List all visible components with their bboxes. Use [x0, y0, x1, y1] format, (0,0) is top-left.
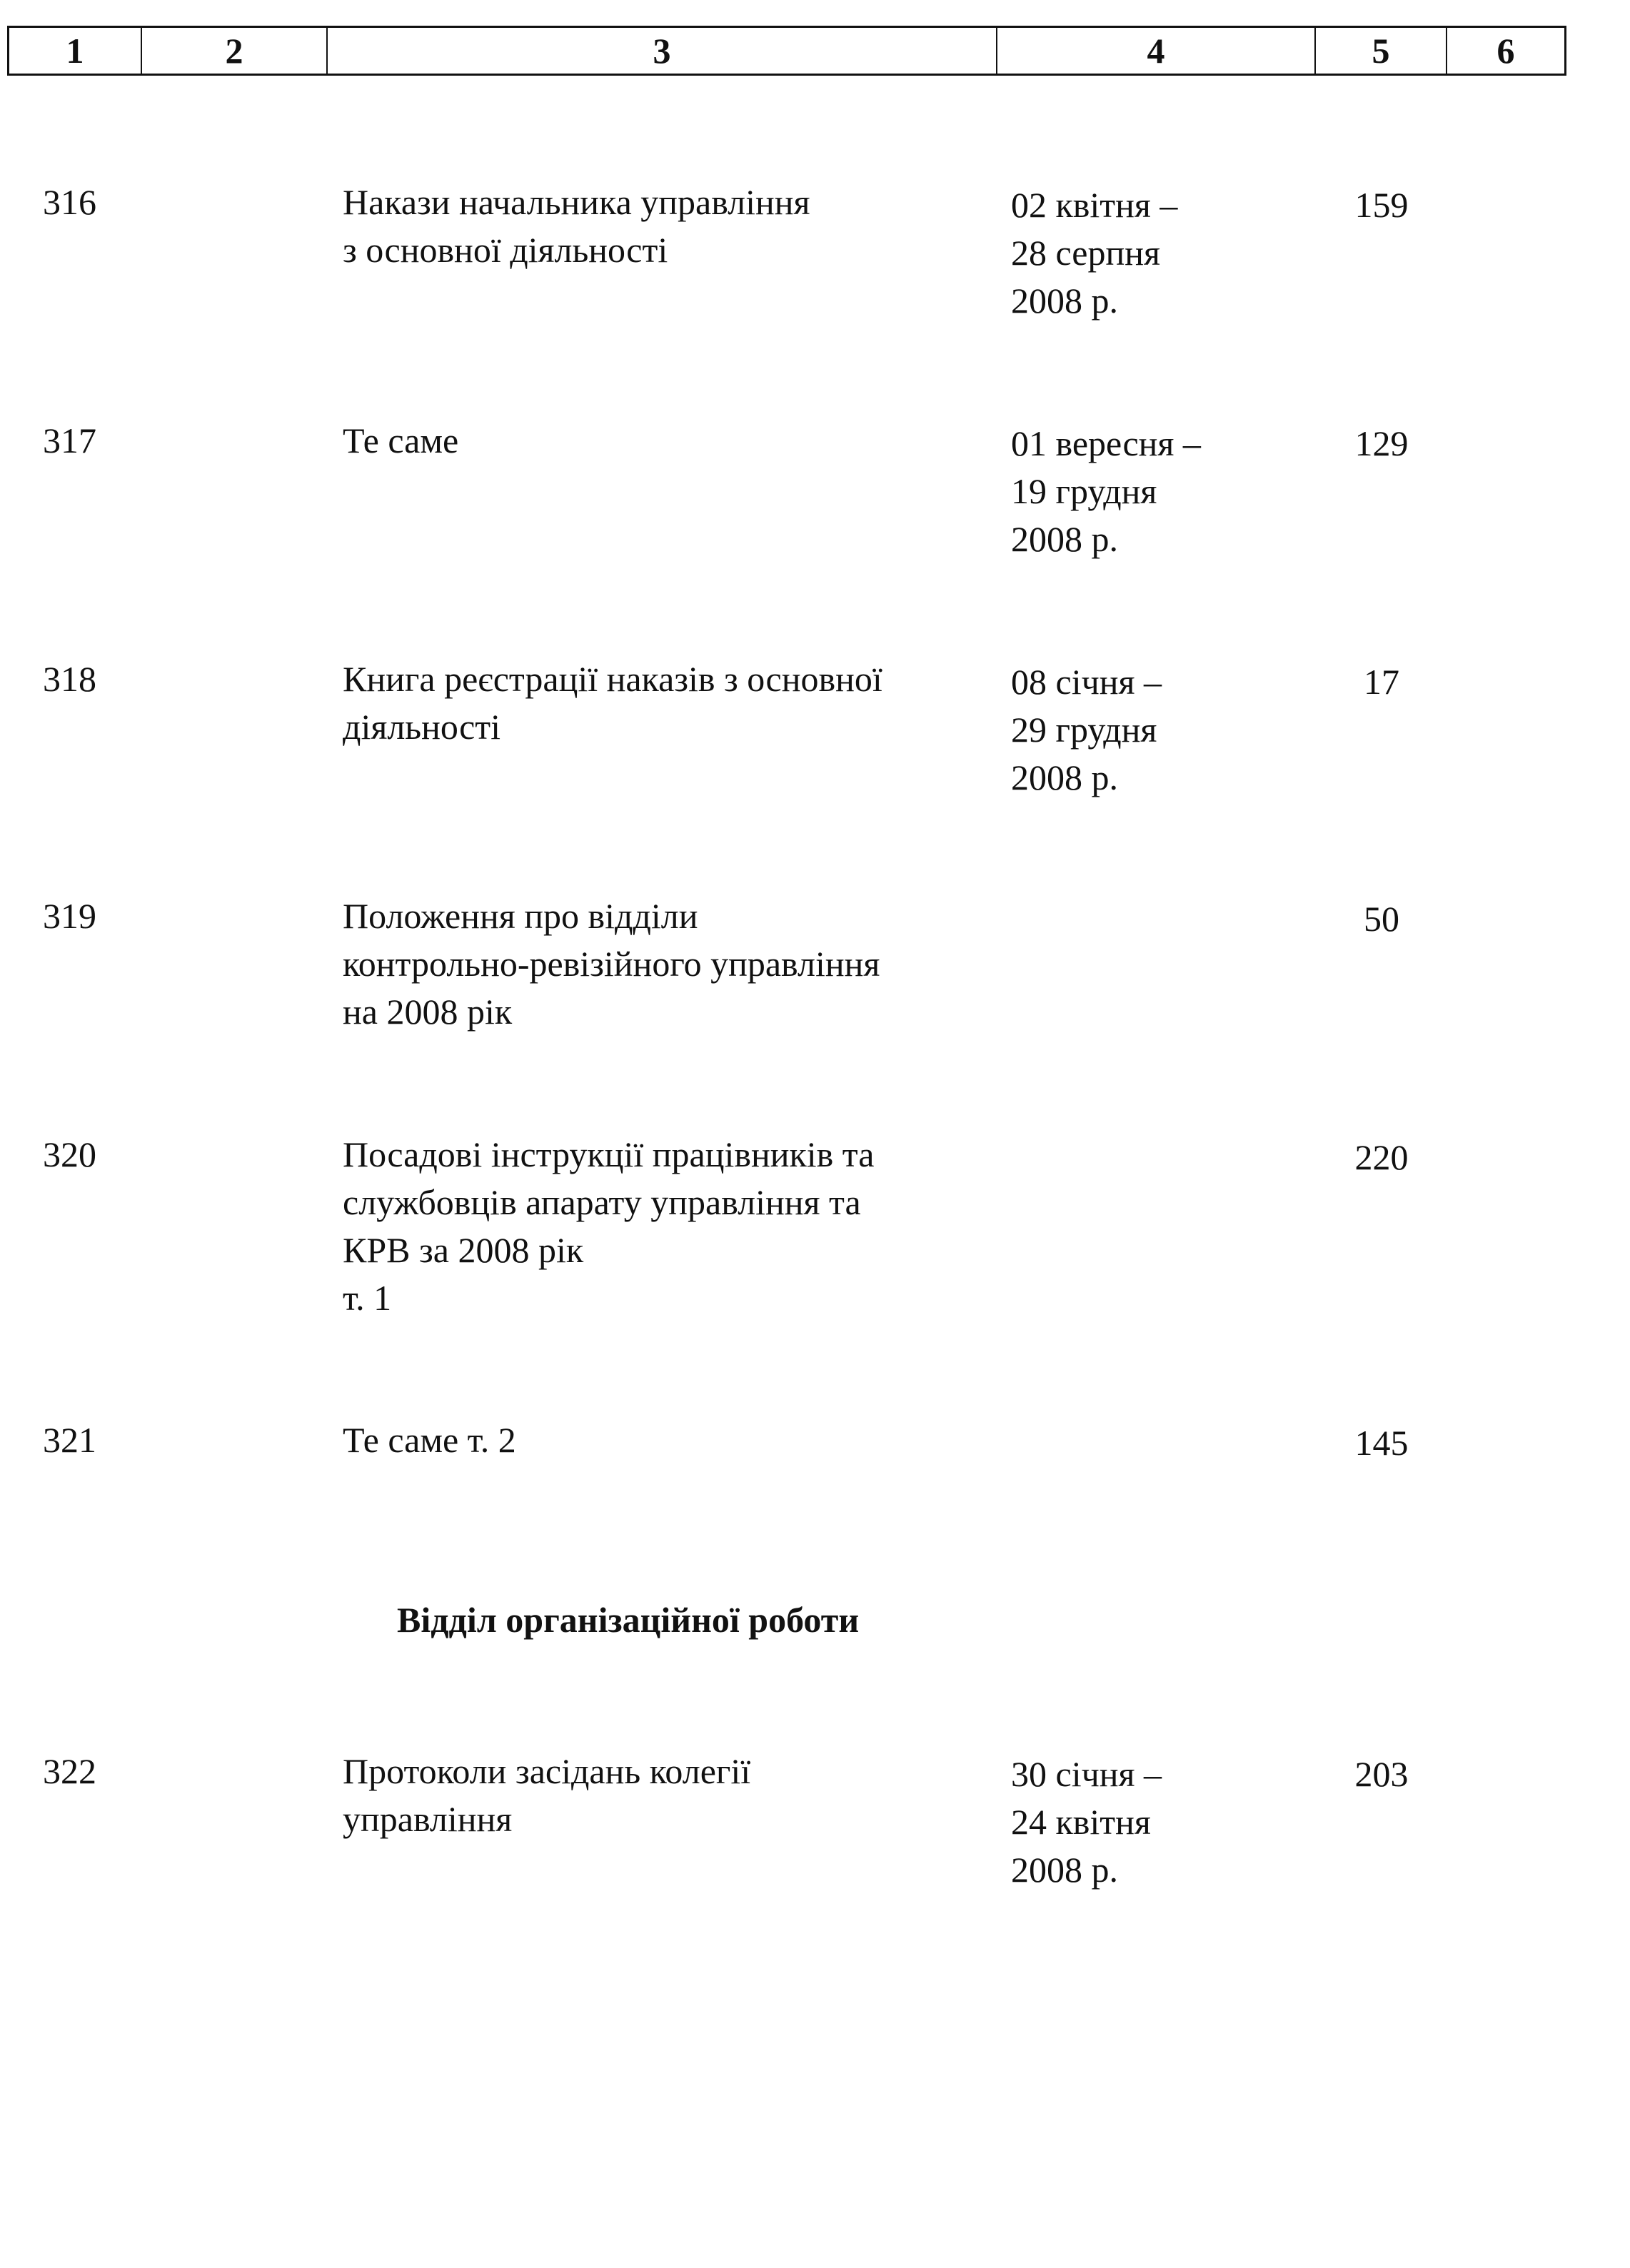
case-title-line: КРВ за 2008 рік — [343, 1230, 584, 1270]
case-title-line: Те саме т. 2 — [343, 1420, 516, 1460]
case-title-line: діяльності — [343, 707, 501, 747]
header-col-3: 3 — [328, 28, 997, 74]
case-title-line: Книга реєстрації наказів з основної — [343, 659, 882, 699]
case-title-line: Накази начальника управління — [343, 182, 810, 222]
header-col-4: 4 — [997, 28, 1316, 74]
case-title-line: т. 1 — [343, 1278, 392, 1318]
case-title-line: Те саме — [343, 420, 459, 460]
sheet-count: 220 — [1354, 1137, 1409, 1177]
header-col-2: 2 — [142, 28, 328, 74]
sheet-count: 203 — [1354, 1754, 1409, 1794]
case-date-line: 01 вересня – — [1011, 423, 1201, 463]
case-title-line: з основної діяльності — [343, 230, 668, 270]
case-dates — [1011, 420, 1311, 563]
header-col-5: 5 — [1316, 28, 1447, 74]
case-title — [343, 417, 985, 465]
sheet-count: 129 — [1354, 423, 1409, 463]
case-date-line: 2008 р. — [1011, 1850, 1118, 1890]
case-date-line: 2008 р. — [1011, 281, 1118, 321]
case-title — [343, 1416, 985, 1464]
case-date-line: 19 грудня — [1011, 471, 1157, 511]
case-title — [343, 1748, 985, 1843]
case-title — [343, 892, 985, 1036]
case-date-line: 30 січня – — [1011, 1754, 1162, 1794]
header-col-1: 1 — [9, 28, 142, 74]
case-date-line: 08 січня – — [1011, 662, 1162, 702]
case-title — [343, 1131, 985, 1322]
case-date-line: 02 квітня – — [1011, 185, 1178, 225]
sheet-count: 17 — [1364, 662, 1399, 702]
header-col-6: 6 — [1496, 31, 1515, 71]
section-heading: Відділ організаційної роботи — [397, 1600, 860, 1640]
case-title-line: Положення про відділи — [343, 896, 698, 936]
case-title — [343, 655, 985, 751]
case-title — [343, 178, 985, 274]
sheet-count: 50 — [1364, 899, 1399, 939]
sheet-count: 145 — [1354, 1423, 1409, 1463]
case-number: 317 — [43, 420, 96, 460]
case-number: 319 — [43, 896, 96, 936]
case-number: 320 — [43, 1134, 96, 1174]
column-header-row — [7, 26, 1566, 76]
case-date-line: 2008 р. — [1011, 757, 1118, 797]
case-date-line: 28 серпня — [1011, 233, 1161, 273]
case-title-line: управління — [343, 1799, 513, 1839]
case-number: 322 — [43, 1751, 96, 1791]
sheet-count: 159 — [1354, 185, 1409, 225]
case-dates — [1011, 1750, 1311, 1894]
case-number: 316 — [43, 182, 96, 222]
case-title-line: контрольно-ревізійного управління — [343, 944, 880, 984]
case-title-line: Протоколи засідань колегії — [343, 1751, 751, 1791]
case-date-line: 24 квітня — [1011, 1802, 1151, 1842]
case-date-line: 2008 р. — [1011, 519, 1118, 559]
case-date-line: 29 грудня — [1011, 710, 1157, 750]
case-dates — [1011, 658, 1311, 802]
case-title-line: на 2008 рік — [343, 992, 513, 1032]
case-title-line: Посадові інструкції працівників та — [343, 1134, 875, 1174]
case-number: 321 — [43, 1420, 96, 1460]
case-number: 318 — [43, 659, 96, 699]
case-dates — [1011, 181, 1311, 325]
case-title-line: службовців апарату управління та — [343, 1182, 861, 1222]
